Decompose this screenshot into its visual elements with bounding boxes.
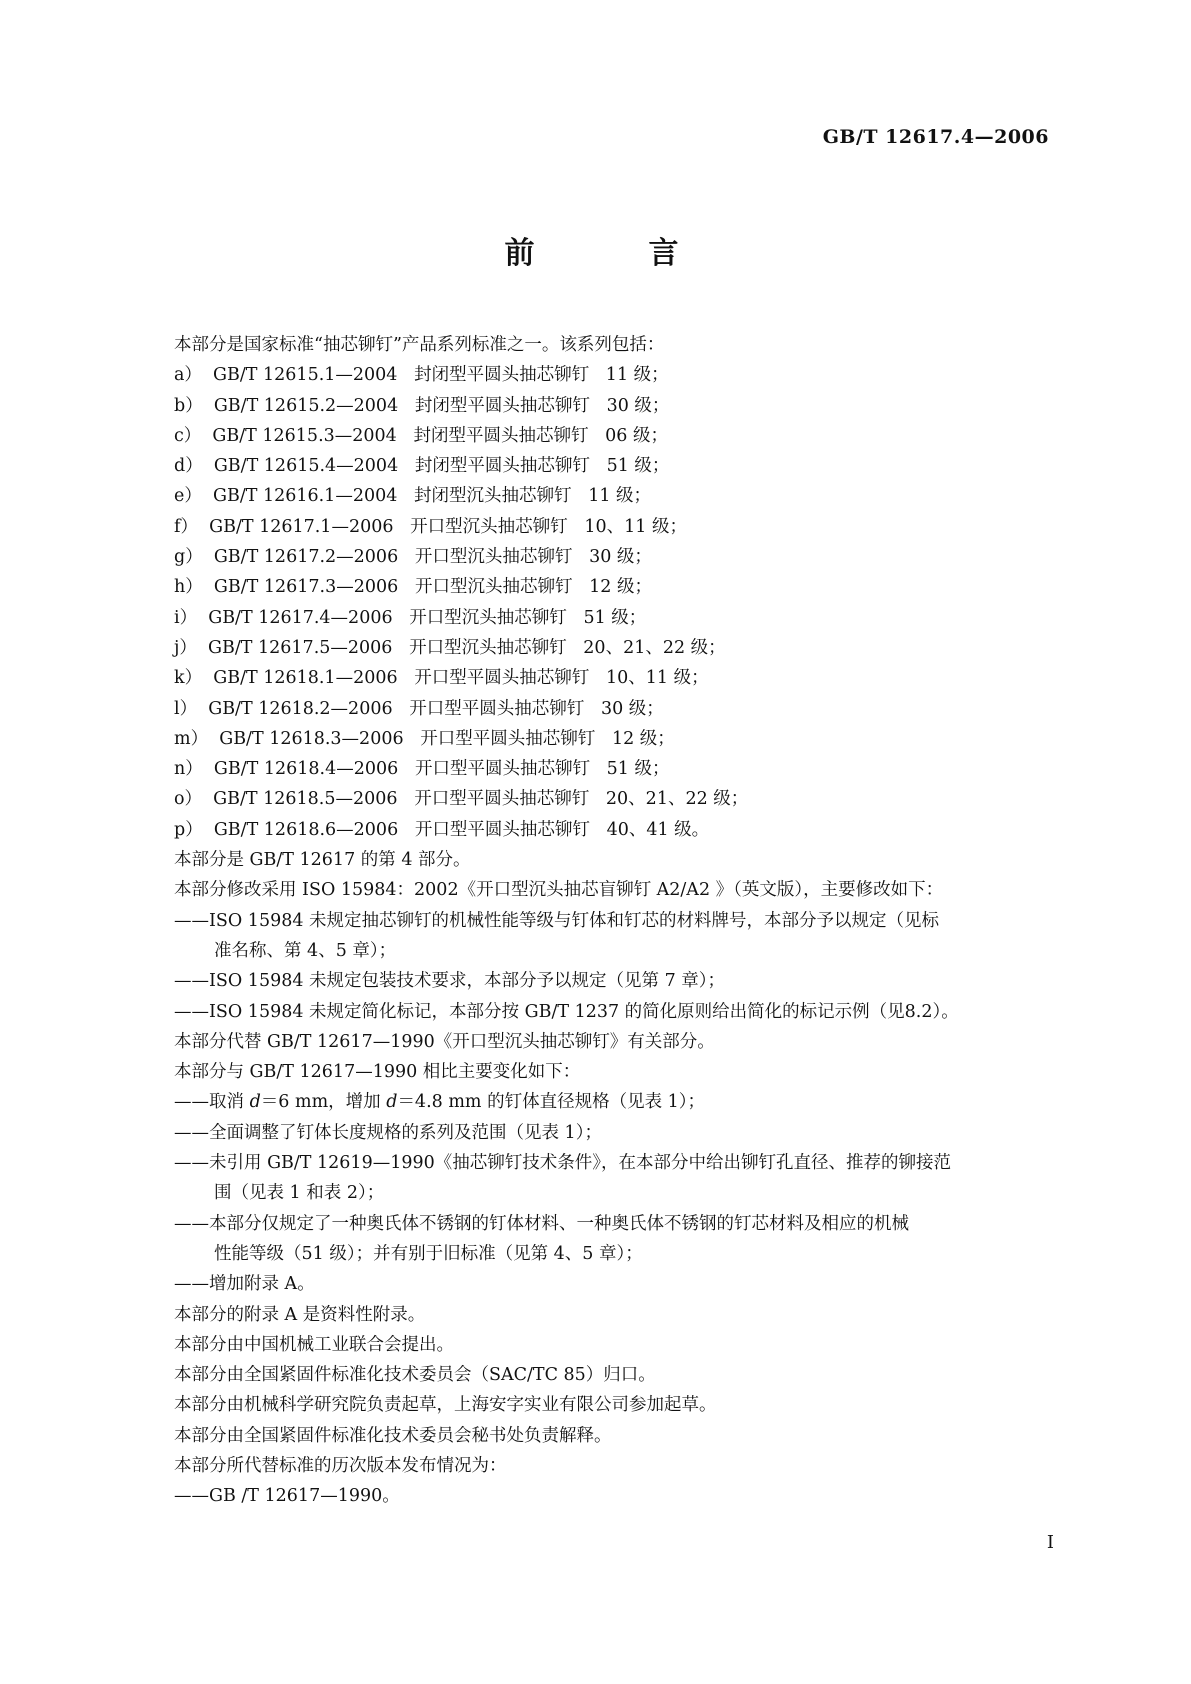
series-item: f） GB/T 12617.1—2006 开口型沉头抽芯铆钉 10、11 级； (174, 516, 687, 537)
series-item: b） GB/T 12615.2—2004 封闭型平圆头抽芯铆钉 30 级； (174, 395, 670, 416)
page-title: 前 言 (504, 236, 721, 271)
change-text: ——未引用 GB/T 12619—1990《抽芯铆钉技术条件》，在本部分中给出铆钉孔直径、推荐的铆接范 (174, 1153, 951, 1174)
series-item: j） GB/T 12617.5—2006 开口型沉头抽芯铆钉 20、21、22 级； (174, 637, 726, 658)
change-item (174, 1209, 1054, 1270)
modification-item (174, 906, 1054, 967)
series-item: m） GB/T 12618.3—2006 开口型平圆头抽芯铆钉 12 级； (174, 728, 675, 749)
series-item: a） GB/T 12615.1—2004 封闭型平圆头抽芯铆钉 11 级； (174, 365, 669, 386)
centralized-paragraph: 本部分由全国紧固件标准化技术委员会（SAC/TC 85）归口。 (174, 1365, 656, 1386)
history-intro: 本部分所代替标准的历次版本发布情况为： (174, 1455, 507, 1476)
series-item: n） GB/T 12618.4—2006 开口型平圆头抽芯铆钉 51 级； (174, 759, 670, 780)
change-continuation: 性能等级（51 级）；并有别于旧标准（见第 4、5 章）； (214, 1243, 643, 1264)
variable-d: d (386, 1092, 398, 1113)
modification-text: ——ISO 15984 未规定抽芯铆钉的机械性能等级与钉体和钉芯的材料牌号，本部分予以规定（见标 (174, 910, 940, 931)
series-item: o） GB/T 12618.5—2006 开口型平圆头抽芯铆钉 20、21、22 级； (174, 789, 749, 810)
change-item (174, 1087, 1054, 1117)
change-text: ＝4.8 mm 的钉体直径规格（见表 1）； (397, 1092, 706, 1113)
variable-d: d (249, 1092, 261, 1113)
series-item: h） GB/T 12617.3—2006 开口型沉头抽芯铆钉 12 级； (174, 577, 652, 598)
change-text: ＝6 mm，增加 (260, 1092, 387, 1113)
series-item: i） GB/T 12617.4—2006 开口型沉头抽芯铆钉 51 级； (174, 607, 647, 628)
series-item: l） GB/T 12618.2—2006 开口型平圆头抽芯铆钉 30 级； (174, 698, 664, 719)
standard-code: GB/T 12617.4—2006 (822, 126, 1049, 148)
series-item: k） GB/T 12618.1—2006 开口型平圆头抽芯铆钉 10、11 级； (174, 668, 709, 689)
change-continuation: 围（见表 1 和表 2）； (214, 1183, 385, 1204)
page-number: I (1046, 1532, 1054, 1553)
series-item: d） GB/T 12615.4—2004 封闭型平圆头抽芯铆钉 51 级； (174, 456, 670, 477)
modification-item: ——ISO 15984 未规定包装技术要求，本部分予以规定（见第 7 章）； (174, 971, 726, 992)
drafted-paragraph: 本部分由机械科学研究院负责起草，上海安字实业有限公司参加起草。 (174, 1395, 717, 1416)
modification-continuation: 准名称、第 4、5 章）； (214, 940, 397, 961)
replaces-paragraph: 本部分代替 GB/T 12617—1990《开口型沉头抽芯铆钉》有关部分。 (174, 1031, 715, 1052)
change-item (174, 1148, 1054, 1209)
interpreted-paragraph: 本部分由全国紧固件标准化技术委员会秘书处负责解释。 (174, 1425, 612, 1446)
part-of-paragraph: 本部分是 GB/T 12617 的第 4 部分。 (174, 850, 471, 871)
proposed-paragraph: 本部分由中国机械工业联合会提出。 (174, 1334, 454, 1355)
series-item: p） GB/T 12618.6—2006 开口型平圆头抽芯铆钉 40、41 级。 (174, 819, 710, 840)
history-item: ——GB /T 12617—1990。 (174, 1486, 400, 1507)
change-text: ——取消 (174, 1092, 250, 1113)
change-text: ——本部分仅规定了一种奥氏体不锈钢的钉体材料、一种奥氏体不锈钢的钉芯材料及相应的机械 (174, 1213, 909, 1234)
change-item: ——增加附录 A。 (174, 1274, 315, 1295)
modification-item: ——ISO 15984 未规定简化标记，本部分按 GB/T 1237 的简化原则给出简化的标记示例（见8.2）。 (174, 1001, 959, 1022)
series-item: c） GB/T 12615.3—2004 封闭型平圆头抽芯铆钉 06 级； (174, 425, 669, 446)
document-body (174, 330, 1054, 1512)
intro-paragraph: 本部分是国家标准“抽芯铆钉”产品系列标准之一。该系列包括： (174, 335, 665, 355)
change-item: ——全面调整了钉体长度规格的系列及范围（见表 1）； (174, 1122, 602, 1143)
adoption-paragraph: 本部分修改采用 ISO 15984：2002《开口型沉头抽芯盲铆钉 A2/A2 》（英文版），主要修改如下： (174, 880, 944, 901)
series-item: g） GB/T 12617.2—2006 开口型沉头抽芯铆钉 30 级； (174, 547, 652, 568)
changes-intro: 本部分与 GB/T 12617—1990 相比主要变化如下： (174, 1062, 581, 1083)
series-item: e） GB/T 12616.1—2004 封闭型沉头抽芯铆钉 11 级； (174, 486, 652, 507)
annex-paragraph: 本部分的附录 A 是资料性附录。 (174, 1304, 426, 1325)
